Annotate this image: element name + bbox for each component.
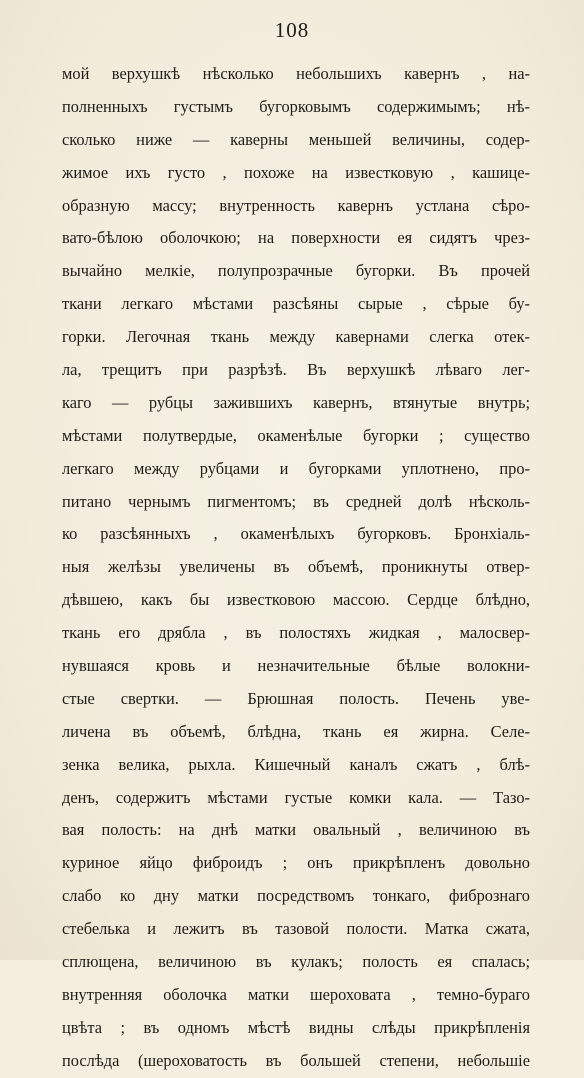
text-line: нувшаяся кровь и незначительные бѣлые волокни- (62, 656, 530, 676)
page-number: 108 (274, 18, 310, 42)
text-line: личена въ объемѣ, блѣдна, ткань ея жирна. Селе- (62, 721, 530, 741)
body-text (62, 58, 530, 1078)
text-line: внутренняя оболочка матки шероховата , темно-бураго (62, 984, 530, 1004)
text-line: денъ, содержитъ мѣстами густые комки кала. — Тазо- (62, 787, 530, 807)
text-line: ныя желѣзы увеличены въ объемѣ, проникнуты отвер- (62, 557, 530, 577)
text-line: цвѣта ; въ одномъ мѣстѣ видны слѣды прикрѣпленія (62, 1017, 530, 1037)
text-line: каго — рубцы зажившихъ кавернъ, втянутые внутрь; (62, 392, 530, 412)
text-line: вая полость: на днѣ матки овальный , величиною въ (62, 820, 530, 840)
text-line: вато-бѣлою оболочкою; на поверхности ея сидятъ чрез- (62, 228, 530, 248)
text-line: послѣда (шероховатость въ большей степени, небольшіе (62, 1050, 530, 1070)
text-line: образную массу; внутренность кавернъ устлана сѣро- (62, 195, 530, 215)
text-line: мой верхушкѣ нѣсколько небольшихъ кавернъ , на- (62, 64, 530, 83)
text-line: жимое ихъ густо , похоже на известковую , кашице- (62, 162, 530, 182)
text-line: дѣвшею, какъ бы известковою массою. Сердце блѣдно, (62, 590, 530, 610)
text-line: полненныхъ густымъ бугорковымъ содержимымъ; нѣ- (62, 96, 530, 116)
text-line: ла, трещитъ при разрѣзѣ. Въ верхушкѣ лѣваго лег- (62, 360, 530, 380)
text-line: стые свертки. — Брюшная полость. Печень уве- (62, 688, 530, 708)
text-line: ткани легкаго мѣстами разсѣяны сырые , сѣрые бу- (62, 294, 530, 314)
text-line: ткань его дрябла , въ полостяхъ жидкая , малосвер- (62, 623, 530, 643)
text-line: слабо ко дну матки посредствомъ тонкаго, фибрознаго (62, 886, 530, 906)
text-line: стебелька и лежитъ въ тазовой полости. Матка сжата, (62, 919, 530, 939)
text-line: куриное яйцо фиброидъ ; онъ прикрѣпленъ довольно (62, 853, 530, 873)
text-line: зенка велика, рыхла. Кишечный каналъ сжатъ , блѣ- (62, 754, 530, 774)
text-line: мѣстами полутвердые, окаменѣлые бугорки ; существо (62, 425, 530, 445)
text-line: вычайно мелкіе, полупрозрачные бугорки. Въ прочей (62, 261, 530, 281)
text-line: питано чернымъ пигментомъ; въ средней долѣ нѣсколь- (62, 491, 530, 511)
text-line: сплющена, величиною въ кулакъ; полость ея спалась; (62, 952, 530, 972)
text-line: горки. Легочная ткань между кавернами слегка отек- (62, 327, 530, 347)
text-line: сколько ниже — каверны меньшей величины, содер- (62, 129, 530, 149)
text-line: легкаго между рубцами и бугорками уплотнено, про- (62, 458, 530, 478)
text-line: ко разсѣянныхъ , окаменѣлыхъ бугорковъ. Бронхіаль- (62, 524, 530, 544)
